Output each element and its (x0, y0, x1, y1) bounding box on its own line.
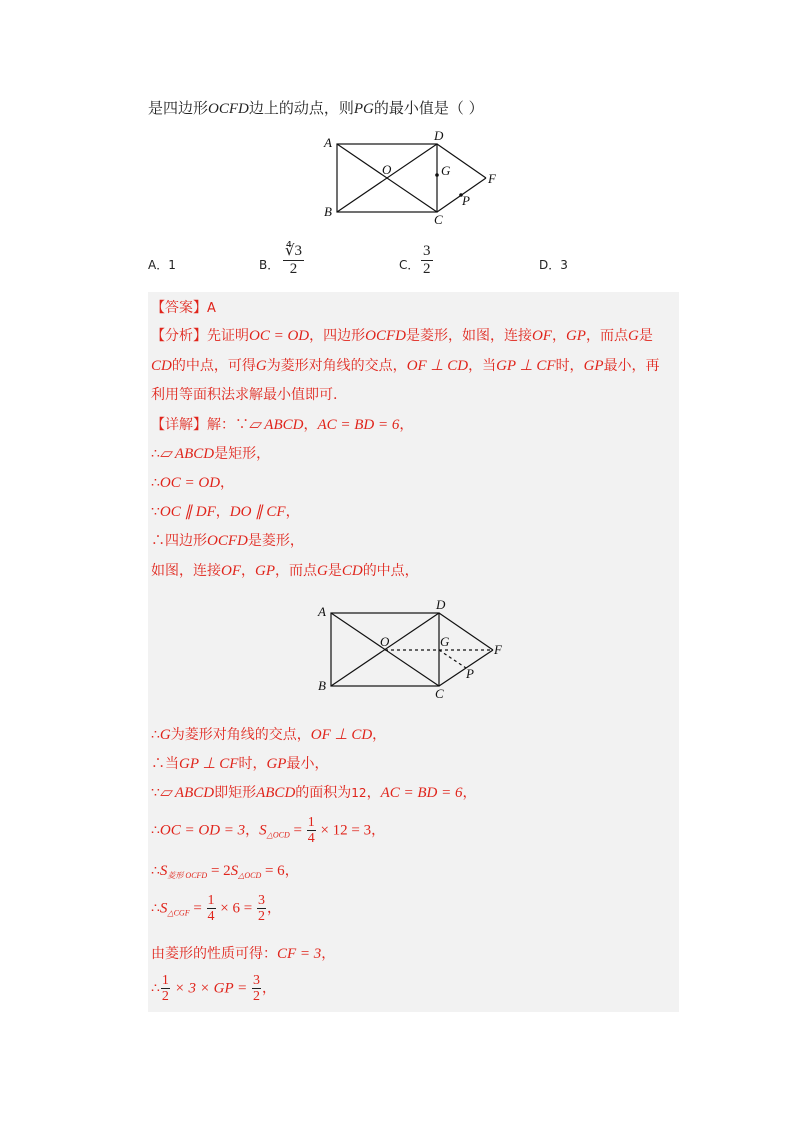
detail-line-7: ∴G为菱形对角线的交点，OF ⊥ CD， (151, 727, 387, 743)
label-c-2: C (435, 686, 444, 701)
analysis-line-1: 【分析】先证明OC = OD，四边形OCFD是菱形，如图，连接OF，GP，而点G是 (151, 328, 653, 344)
label-a: A (324, 135, 332, 150)
fraction-1-4: $\frac{1}{4}$ (307, 815, 315, 846)
label-g: G (441, 163, 451, 178)
question-seg: PG (353, 101, 374, 117)
detail-line-6: 如图，连接OF，GP，而点G是CD的中点， (151, 563, 419, 579)
point-g (435, 173, 439, 177)
label-o-2: O (380, 634, 390, 649)
detail-line-5: ∴四边形OCFD是菱形， (151, 533, 304, 549)
analysis-line-3: 利用等面积法求解最小值即可. (151, 387, 338, 403)
question-prefix: 是四边形 (148, 99, 209, 117)
detail-line-2: ∴▱ ABCD是矩形， (151, 446, 271, 462)
figure-question (0, 0, 800, 290)
label-c: C (434, 212, 443, 227)
option-c[interactable]: C． (399, 258, 420, 272)
figure-solution (0, 590, 800, 702)
question-middle: 边上的动点，则 (248, 99, 354, 117)
option-c-fraction: $\frac{3}{2}$ (423, 243, 431, 277)
detail-line-11: $\therefore S_{菱形 OCFD} = 2S_{\triangle OCD} = 6$， (151, 863, 299, 880)
detail-line-13: 由菱形的性质可得：CF = 3， (151, 946, 336, 962)
fraction-3-2: $\frac{3}{2}$ (257, 893, 265, 924)
fraction-1-2: $\frac{1}{2}$ (161, 973, 169, 1004)
label-p: P (462, 193, 470, 208)
detail-line-4: ∵OC ∥ DF，DO ∥ CF， (151, 504, 300, 520)
question-suffix: 的最小值是（ ） (373, 99, 484, 117)
fraction-1-4-b: $\frac{1}{4}$ (207, 893, 215, 924)
option-b[interactable]: B． (259, 258, 280, 272)
question-quad: OCFD (208, 101, 249, 117)
detail-line-1: 【详解】解：∵▱ ABCD，AC = BD = 6， (151, 417, 414, 433)
option-a[interactable]: A．1 (148, 258, 176, 272)
segment-gp-dashed (439, 650, 466, 668)
analysis-line-2: CD的中点，可得G为菱形对角线的交点，OF ⊥ CD，当GP ⊥ CF时，GP最小，再 (151, 358, 660, 374)
fraction-3-2-b: $\frac{3}{2}$ (253, 973, 261, 1004)
answer-line: 【答案】A (151, 300, 216, 316)
label-f-2: F (494, 642, 502, 657)
detail-line-12: $\therefore S_{\triangle CGF}$ = $\frac{1}{4}$ × 6 = $\frac{3}{2}$ ， (151, 893, 281, 924)
label-g-2: G (440, 634, 450, 649)
label-p-2: P (466, 666, 474, 681)
label-d-2: D (436, 597, 446, 612)
label-o: O (382, 162, 392, 177)
detail-line-8: ∴当GP ⊥ CF时，GP最小， (151, 756, 329, 772)
label-b: B (324, 204, 332, 219)
label-f: F (488, 171, 496, 186)
detail-line-14: ∴ $\frac{1}{2}$ × 3 × GP = $\frac{3}{2}$ ， (151, 973, 277, 1004)
detail-line-3: ∴OC = OD， (151, 475, 235, 491)
option-b-fraction: $\frac{∜3}{2}$ (285, 243, 303, 277)
label-b-2: B (318, 678, 326, 693)
label-a-2: A (318, 604, 326, 619)
option-d[interactable]: D．3 (539, 258, 568, 272)
label-d: D (434, 128, 444, 143)
detail-line-9: ∵▱ ABCD即矩形ABCD的面积为12，AC = BD = 6， (151, 785, 477, 801)
detail-line-10: ∴OC = OD = 3，$S_{\triangle OCD}$ = $\frac{1}{4}$ × 12 = 3， (151, 815, 386, 846)
